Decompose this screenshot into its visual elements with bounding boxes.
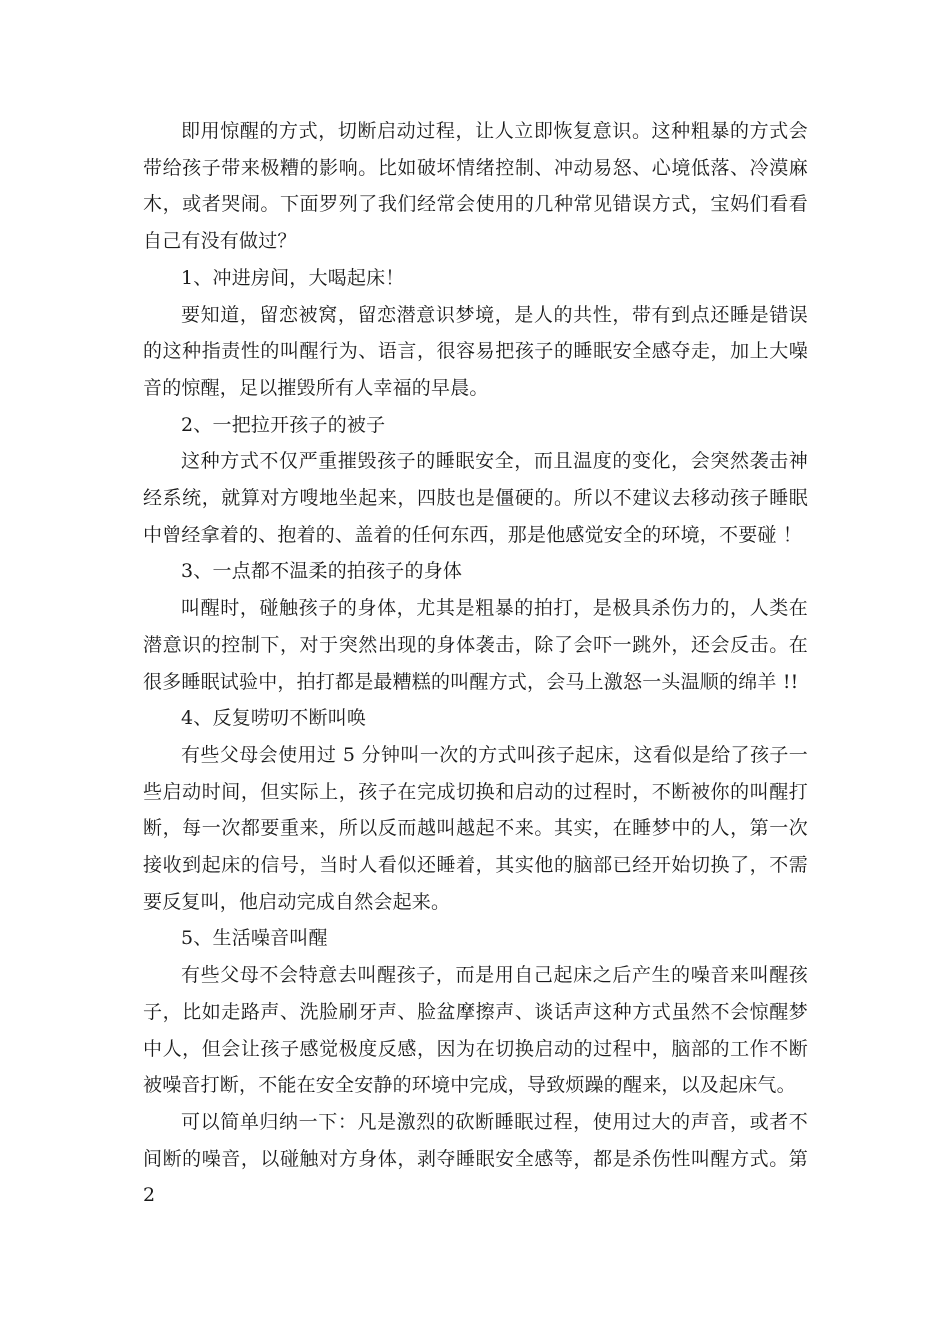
paragraph-1: 要知道，留恋被窝，留恋潜意识梦境，是人的共性，带有到点还睡是错误的这种指责性的叫醒行为、语言，很容易把孩子的睡眠安全感夺走，加上大噪音的惊醒，足以摧毁所有人幸福的早晨。 [143,303,808,399]
heading-3: 3、一点都不温柔的拍孩子的身体 [181,560,463,583]
paragraph-4: 有些父母会使用过 5 分钟叫一次的方式叫孩子起床，这看似是给了孩子一些启动时间，但实际上，孩子在完成切换和启动的过程时，不断被你的叫醒打断，每一次都要重来，所以反而越叫越起不来。其实，在睡梦中的人，第一次接收到起床的信号，当时人看似还睡着，其实他的脑部已经开始切换了，不需要反复叫，他启动完成自然会起来。 [143,743,808,913]
paragraph-summary: 可以简单归纳一下：凡是激烈的砍断睡眠过程，使用过大的声音，或者不间断的噪音，以碰触对方身体，剥夺睡眠安全感等，都是杀伤性叫醒方式。第 2 [143,1110,808,1207]
paragraph-5: 有些父母不会特意去叫醒孩子，而是用自己起床之后产生的噪音来叫醒孩子，比如走路声、洗脸刷牙声、脸盆摩擦声、谈话声这种方式虽然不会惊醒梦中人，但会让孩子感觉极度反感，因为在切换启动的过程中，脑部的工作不断被噪音打断，不能在安全安静的环境中完成，导致烦躁的醒来，以及起床气。 [143,964,808,1097]
paragraph-2: 这种方式不仅严重摧毁孩子的睡眠安全，而且温度的变化，会突然袭击神经系统，就算对方嗖地坐起来，四肢也是僵硬的。所以不建议去移动孩子睡眠中曾经拿着的、抱着的、盖着的任何东西，那是他感觉安全的环境，不要碰 ！ [143,450,808,546]
heading-2: 2、一把拉开孩子的被子 [181,413,386,436]
heading-4: 4、反复唠叨不断叫唤 [181,707,367,730]
heading-5: 5、生活噪音叫醒 [181,927,328,950]
paragraph-intro: 即用惊醒的方式，切断启动过程，让人立即恢复意识。这种粗暴的方式会带给孩子带来极糟的影响。比如破坏情绪控制、冲动易怒、心境低落、冷漠麻木，或者哭闹。下面罗列了我们经常会使用的几种常见错误方式，宝妈们看看自己有没有做过？ [143,120,808,253]
heading-1: 1、冲进房间，大喝起床！ [181,266,405,289]
document-body [143,113,808,1214]
paragraph-3: 叫醒时，碰触孩子的身体，尤其是粗暴的拍打，是极具杀伤力的，人类在潜意识的控制下，对于突然出现的身体袭击，除了会吓一跳外，还会反击。在很多睡眠试验中，拍打都是最糟糕的叫醒方式，会马上激怒一头温顺的绵羊 !! [143,597,808,693]
